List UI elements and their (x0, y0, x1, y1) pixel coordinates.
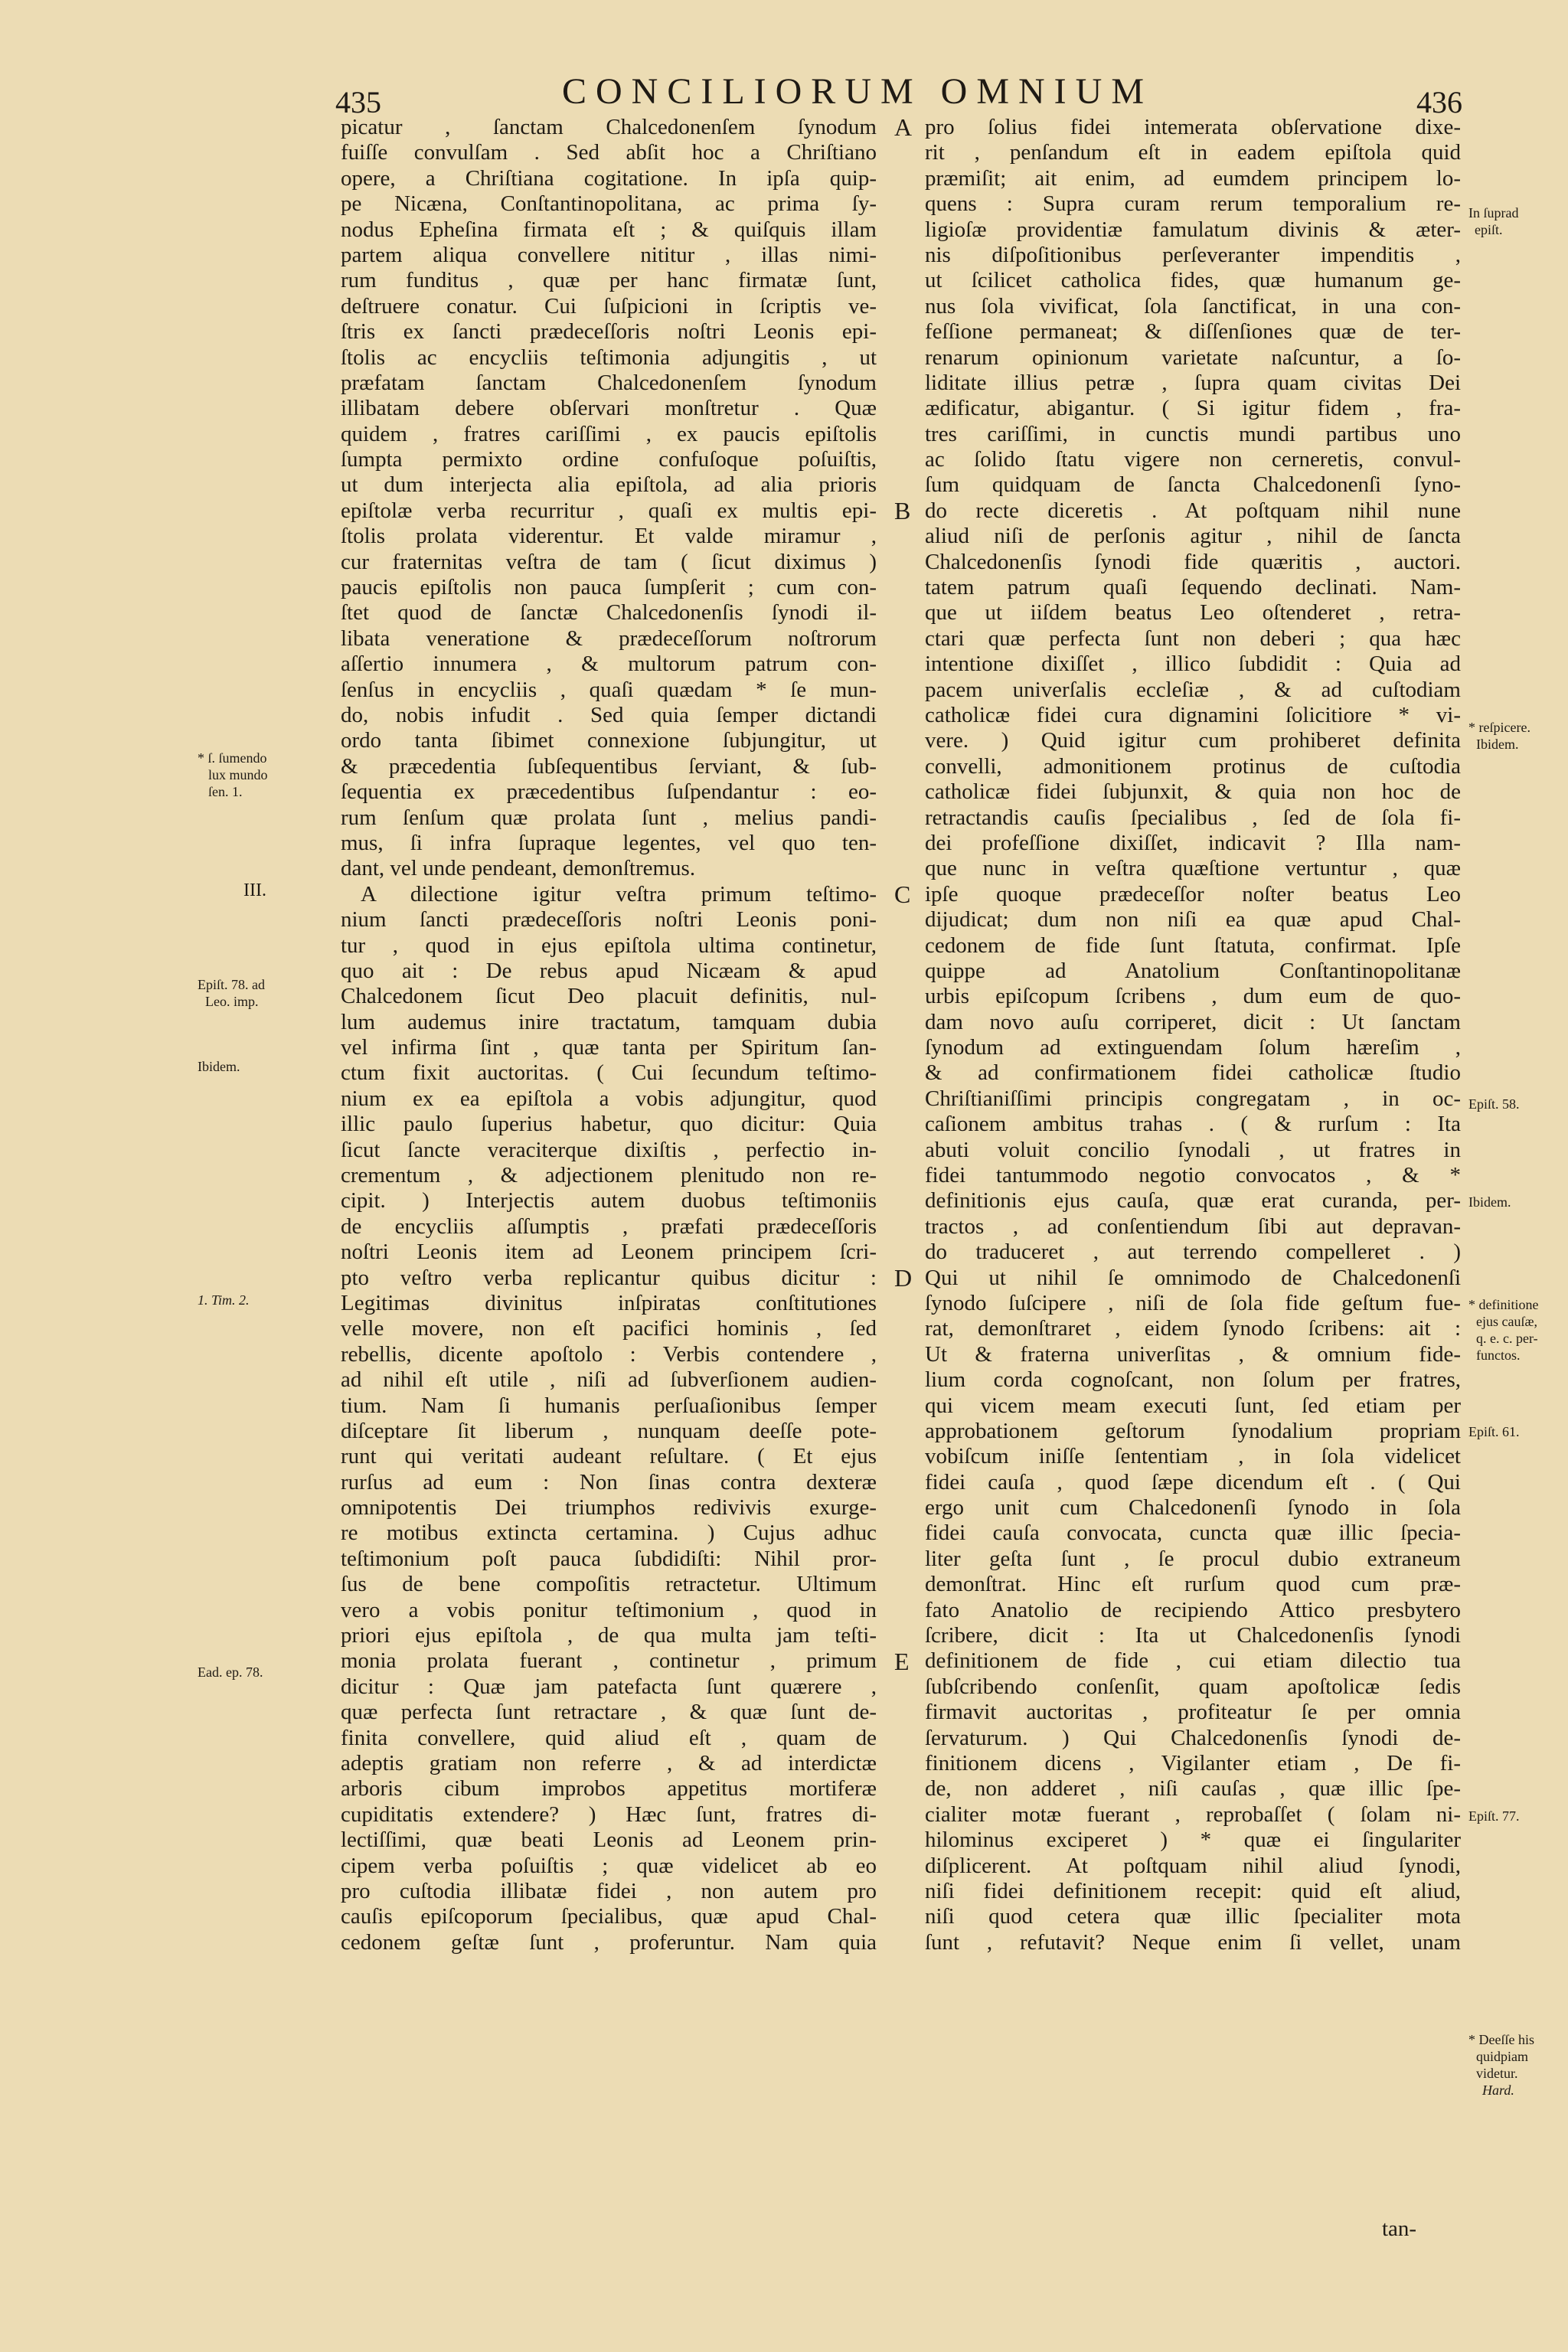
text-line: dam novo auſu corriperet, dicit : Ut ſanctam (925, 1009, 1461, 1034)
text-line: vero a vobis ponitur teſtimonium , quod in (341, 1597, 877, 1622)
right-note: In ſuprad (1468, 205, 1519, 220)
text-line: rat, demonſtraret , eidem ſynodo ſcribens: ait : (925, 1316, 1461, 1341)
text-line: mus, ſi infra ſupraque legentes, vel quo ten- (341, 830, 877, 855)
text-line: priori ejus epiſtola , de qua multa jam teſti- (341, 1623, 877, 1648)
text-line: arboris cibum improbos appetitus mortiferæ (341, 1776, 877, 1802)
page-number-right: 436 (1416, 85, 1462, 119)
left-note: Epiſt. 78. ad (198, 977, 265, 992)
text-line: retractandis cauſis ſpecialibus , ſed de ſola fi- (925, 805, 1461, 830)
text-line: cur fraternitas veſtra de tam ( ſicut diximus ) (341, 549, 877, 574)
left-column (341, 115, 877, 1955)
text-line: dijudicat; dum non niſi ea quæ apud Chal- (925, 907, 1461, 933)
text-line: ſenſus in encycliis , quaſi quædam * ſe mun- (341, 677, 877, 702)
left-note: Leo. imp. (205, 994, 259, 1009)
right-note: quidpiam (1476, 2049, 1528, 2064)
text-line: diſceptare ſit liberum , nunquam deeſſe pote- (341, 1418, 877, 1443)
text-line: tium. Nam ſi humanis perſuaſionibus ſemper (341, 1393, 877, 1418)
text-line: præfatam ſanctam Chalcedonenſem ſynodum (341, 370, 877, 395)
text-line: approbationem geſtorum ſynodalium propriam (925, 1418, 1461, 1443)
text-line: cedonem de fide ſunt ſtatuta, confirmat. Ipſe (925, 933, 1461, 958)
text-line: aſſertio innumera , & multorum patrum con- (341, 652, 877, 677)
text-line: fidei cauſa convocata, cuncta quæ illic ſpecia- (925, 1521, 1461, 1546)
text-line: ſervaturum. ) Qui Chalcedonenſis ſynodi de- (925, 1725, 1461, 1750)
text-line: ut ſcilicet catholica fides, quæ humanum ge- (925, 268, 1461, 293)
text-line: quens : Supra curam rerum temporalium re- (925, 191, 1461, 217)
text-line: pto veſtro verba replicantur quibus dicitur : (341, 1265, 877, 1290)
text-line: partem aliqua convellere nititur , illas nimi- (341, 242, 877, 267)
text-line: fidei cauſa , quod ſæpe dicendum eſt . ( Qui (925, 1469, 1461, 1494)
text-line: cupiditatis extendere? ) Hæc ſunt, fratres di- (341, 1802, 877, 1827)
text-line: tatem patrum quaſi ſequendo declinati. Nam- (925, 575, 1461, 600)
text-line: de, non adderet , niſi cauſas , quæ illic ſpe- (925, 1776, 1461, 1802)
text-line: qui vicem meam executi ſunt, ſed etiam per (925, 1393, 1461, 1418)
text-line: dant, vel unde pendeant, demonſtremus. (341, 856, 696, 881)
text-line: ſtolis prolata viderentur. Et valde miramur , (341, 524, 877, 549)
text-line: diſplicerent. At poſtquam nihil aliud ſynodi, (925, 1853, 1461, 1878)
text-line: Chalcedonem ſicut Deo placuit definitis, nul- (341, 984, 877, 1009)
text-line: niſi fidei definitionem recepit: quid eſt aliud, (925, 1878, 1461, 1903)
text-line: finita convellere, quid aliud eſt , quam de (341, 1725, 877, 1750)
text-line: convelli, admonitionem protinus de cuſtodia (925, 753, 1461, 779)
text-line: libata veneratione & prædeceſſorum noſtrorum (341, 626, 877, 651)
text-line: liter geſta ſunt , ſe procul dubio extraneum (925, 1546, 1461, 1571)
text-line: caſionem ambitus trahas . ( & rurſum : Ita (925, 1112, 1461, 1137)
text-line: Ut & fraterna univerſitas , & omnium fide- (925, 1341, 1461, 1367)
right-note: q. e. c. per- (1476, 1331, 1538, 1346)
text-line: ac ſolido ſtatu vigere non cerneretis, convul- (925, 447, 1461, 472)
left-note: lux mundo (208, 767, 268, 782)
text-line: feſſione permaneat; & diſſenſiones quæ de ter- (925, 319, 1461, 345)
left-note: 1. Tim. 2. (198, 1292, 250, 1308)
text-line: opere, a Chriſtiana cogitatione. In ipſa quip- (341, 165, 877, 191)
text-line: que nunc in veſtra quæſtione vertuntur , quæ (925, 856, 1461, 881)
text-line: omnipotentis Dei triumphos redivivis exurge- (341, 1495, 877, 1521)
text-line: crementum , & adjectionem plenitudo non re- (341, 1163, 877, 1188)
text-line: quæ perfecta ſunt retractare , & quæ ſunt de- (341, 1700, 877, 1725)
text-line: demonſtrat. Hinc eſt rurſum quod cum præ- (925, 1572, 1461, 1597)
text-line: & ad confirmationem fidei catholicæ ſtudio (925, 1060, 1461, 1086)
text-line: do recte diceretis . At poſtquam nihil nune (925, 498, 1461, 523)
text-line: catholicæ fidei cura dignamini ſolicitiore * vi- (925, 702, 1461, 727)
text-line: Qui ut nihil ſe omnimodo de Chalcedonenſi (925, 1265, 1461, 1290)
text-line: ſum quidquam de ſancta Chalcedonenſi ſyno- (925, 472, 1461, 498)
text-line: ligioſæ providentiæ famulatum divinis & æter- (925, 217, 1461, 242)
text-line: fato Anatolio de recipiendo Attico presbytero (925, 1597, 1461, 1622)
text-line: illic paulo ſuperius habetur, quo dicitur: Quia (341, 1112, 877, 1137)
text-line: liditate illius petræ , ſupra quam civitas Dei (925, 370, 1461, 395)
text-line: ſtet quod de ſanctæ Chalcedonenſis ſynodi il- (341, 600, 877, 626)
text-line: ſtris ex ſancti prædeceſſoris noſtri Leonis epi- (341, 319, 877, 345)
text-line: nus ſola vivificat, ſola ſanctificat, in una con- (925, 293, 1461, 318)
text-line: do traduceret , aut terrendo compelleret . ) (925, 1240, 1461, 1265)
text-line: ipſe quoque prædeceſſor noſter beatus Leo (925, 881, 1461, 906)
left-note: Ead. ep. 78. (198, 1664, 263, 1680)
running-title: CONCILIORUM OMNIUM (561, 71, 1153, 112)
text-line: rebellis, dicente apoſtolo : Verbis contendere , (341, 1341, 877, 1367)
text-line: urbis epiſcopum ſcribens , dum eum de quo- (925, 984, 1461, 1009)
text-line: illibatam debere obſervari monſtretur . Quæ (341, 396, 877, 421)
text-line: nodus Epheſina firmata eſt ; & quiſquis illam (341, 217, 877, 242)
text-line: fidei tantummodo negotio convocatos , & * (925, 1163, 1461, 1188)
right-note: Epiſt. 61. (1468, 1424, 1520, 1439)
text-line: ſus de bene compoſitis retractetur. Ultimum (341, 1572, 877, 1597)
text-line: lectiſſimi, quæ beati Leonis ad Leonem prin- (341, 1828, 877, 1853)
text-line: ſynodum ad extinguendam ſolum hæreſim , (925, 1035, 1461, 1060)
text-line: dei profeſſione dixiſſet, indicavit ? Illa nam- (925, 830, 1461, 855)
text-line: renarum opinionum varietate naſcuntur, a ſo- (925, 345, 1461, 370)
text-line: fuiſſe convulſam . Sed abſit hoc a Chriſtiano (341, 140, 877, 165)
right-note: * definitione (1468, 1297, 1539, 1312)
text-line: rurſus ad eum : Non ſinas contra dexteræ (341, 1469, 877, 1494)
left-note: III. (243, 880, 266, 900)
right-note: Epiſt. 58. (1468, 1096, 1520, 1112)
text-line: ſunt , refutavit? Neque enim ſi vellet, unam (925, 1929, 1461, 1955)
text-line: vel infirma ſint , quæ tanta per Spiritum ſan- (341, 1035, 877, 1060)
right-note: ejus cauſæ, (1476, 1314, 1537, 1329)
text-line: nis diſpoſitionibus perſeveranter impenditis , (925, 242, 1461, 267)
text-line: ctari quæ perfecta ſunt non deberi ; qua hæc (925, 626, 1461, 651)
text-line: picatur , ſanctam Chalcedonenſem ſynodum (341, 115, 877, 139)
text-line: vobiſcum iniſſe ſententiam , in ſola videlicet (925, 1444, 1461, 1469)
text-line: lium corda cognoſcant, non ſolum per fratres, (925, 1367, 1461, 1393)
text-line: ad nihil eſt utile , niſi ad ſubverſionem audien- (341, 1367, 877, 1393)
text-line: ſubſcribendo conſenſit, quam apoſtolicæ ſedis (925, 1674, 1461, 1699)
right-note: videtur. (1476, 2066, 1518, 2081)
text-line: nium ex ea epiſtola a vobis adjungitur, quod (341, 1086, 877, 1111)
text-line: cipit. ) Interjectis autem duobus teſtimoniis (341, 1188, 877, 1214)
text-line: pe Nicæna, Conſtantinopolitana, ac prima ſy- (341, 191, 877, 217)
text-line: pro ſolius fidei intemerata obſervatione dixe- (925, 115, 1461, 139)
text-line: definitionis ejus cauſa, quæ erat curanda, per- (925, 1188, 1461, 1214)
page-number-left: 435 (335, 85, 381, 119)
text-line: aliud niſi de perſonis agitur , nihil de ſancta (925, 524, 1461, 549)
right-note: epiſt. (1475, 222, 1503, 237)
text-line: Legitimas divinitus inſpiratas conſtitutiones (341, 1290, 877, 1315)
section-letter-b: B (894, 497, 911, 524)
text-line: quo ait : De rebus apud Nicæam & apud (341, 958, 877, 983)
left-note: ſen. 1. (208, 784, 243, 799)
text-line: paucis epiſtolis non pauca ſumpſerit ; cum con- (341, 575, 877, 600)
text-line: cauſis epiſcoporum ſpecialibus, quæ apud Chal- (341, 1904, 877, 1929)
text-line: re motibus extincta certamina. ) Cujus adhuc (341, 1521, 877, 1546)
text-line: ctum fixit auctoritas. ( Cui ſecundum teſtimo- (341, 1060, 877, 1086)
text-line: cipem verba poſuiſtis ; quæ videlicet ab eo (341, 1853, 877, 1878)
text-line: A dilectione igitur veſtra primum teſtimo- (361, 881, 877, 906)
text-line: ergo unit cum Chalcedonenſi ſynodo in ſola (925, 1495, 1461, 1521)
text-line: cialiter motæ fuerant , reprobaſſet ( ſolam ni- (925, 1802, 1461, 1827)
text-line: quippe ad Anatolium Conſtantinopolitanæ (925, 958, 1461, 983)
text-line: rum ſenſum quæ prolata ſunt , melius pandi- (341, 805, 877, 830)
text-line: que ut iiſdem beatus Leo oſtenderet , retra- (925, 600, 1461, 626)
text-line: runt qui veritati audeant reſultare. ( Et ejus (341, 1444, 877, 1469)
text-line: quidem , fratres cariſſimi , ex paucis epiſtolis (341, 421, 877, 446)
text-line: pro cuſtodia illibatæ fidei , non autem pro (341, 1878, 877, 1903)
text-line: catholicæ fidei ſubjunxit, & quia non hoc de (925, 779, 1461, 805)
text-line: tres cariſſimi, in cunctis mundi partibus uno (925, 421, 1461, 446)
text-line: rum funditus , quæ per hanc firmatæ ſunt, (341, 268, 877, 293)
text-line: velle movere, non eſt pacifici hominis , ſed (341, 1316, 877, 1341)
text-line: ordo tanta ſibimet connexione ſubjungitur, ut (341, 728, 877, 753)
text-line: ſequentia ex præcedentibus ſuſpendantur : eo- (341, 779, 877, 805)
text-line: monia prolata fuerant , continetur , primum (341, 1648, 877, 1674)
left-note: Ibidem. (198, 1059, 240, 1074)
text-line: teſtimonium poſt pauca ſubdidiſti: Nihil pror- (341, 1546, 877, 1571)
right-note: Ibidem. (1476, 737, 1519, 752)
text-line: do, nobis infudit . Sed quia ſemper dictandi (341, 702, 877, 727)
right-note: Ibidem. (1468, 1194, 1511, 1210)
text-line: pacem univerſalis eccleſiæ , & ad cuſtodiam (925, 677, 1461, 702)
text-line: nium ſancti prædeceſſoris noſtri Leonis poni- (341, 907, 877, 933)
text-line: Chalcedonenſis ſynodi fide quæritis , auctori. (925, 549, 1461, 574)
text-line: tur , quod in ejus epiſtola ultima continetur, (341, 933, 877, 958)
right-note: Epiſt. 77. (1468, 1808, 1520, 1824)
text-line: hilominus exciperet ) * quæ ei ſingulariter (925, 1828, 1461, 1853)
text-line: abuti voluit concilio ſynodali , ut fratres in (925, 1137, 1461, 1162)
text-line: Chriſtianiſſimi principis congregatam , in oc- (925, 1086, 1461, 1111)
text-line: epiſtolæ verba recurritur , quaſi ex multis epi- (341, 498, 877, 523)
right-note: functos. (1476, 1348, 1521, 1363)
text-line: lum audemus inire tractatum, tamquam dubia (341, 1009, 877, 1034)
text-line: ſcribere, dicit : Ita ut Chalcedonenſis ſynodi (925, 1623, 1461, 1648)
text-line: ædificatur, abigantur. ( Si igitur fidem , fra- (925, 396, 1461, 421)
text-line: ut dum interjecta alia epiſtola, ad alia prioris (341, 472, 877, 498)
text-line: noſtri Leonis item ad Leonem principem ſcri- (341, 1240, 877, 1265)
text-line: adeptis gratiam non referre , & ad interdictæ (341, 1751, 877, 1775)
text-line: niſi quod cetera quæ illic ſpecialiter mota (925, 1904, 1461, 1929)
section-letter-a: A (894, 113, 913, 141)
text-line: præmiſit; ait enim, ad eumdem principem lo- (925, 165, 1461, 191)
text-line: tractos , ad conſentiendum ſibi aut depravan- (925, 1214, 1461, 1239)
text-line: deſtruere conatur. Cui ſuſpicioni in ſcriptis ve- (341, 293, 877, 318)
text-line: definitionem de fide , cui etiam dilectio tua (925, 1648, 1461, 1674)
section-letter-c: C (894, 880, 911, 908)
right-note: * reſpicere. (1468, 720, 1530, 735)
right-note: Hard. (1482, 2082, 1514, 2098)
text-line: vere. ) Quid igitur cum prohiberet definita (925, 728, 1461, 753)
catchword: tan- (1382, 2216, 1417, 2241)
text-line: intentione dixiſſet , illico ſubdidit : Quia ad (925, 652, 1461, 677)
text-line: firmavit auctoritas , profiteatur ſe per omnia (925, 1700, 1461, 1725)
text-line: ſynodo ſuſcipere , niſi de ſola fide geſtum fue- (925, 1290, 1461, 1315)
text-line: & præcedentia ſubſequentibus ſerviant, & ſub- (341, 753, 877, 779)
text-line: ſtolis ac encycliis teſtimonia adjungitis , ut (341, 345, 877, 370)
right-note: * Deeſſe his (1468, 2032, 1534, 2047)
page-header (0, 70, 1568, 119)
text-line: dicitur : Quæ jam patefacta ſunt quærere , (341, 1674, 877, 1699)
text-line: ſumpta permixto ordine confuſoque poſuiſtis, (341, 447, 877, 472)
text-line: ſicut ſancte veraciterque dixiſtis , perfectio in- (341, 1137, 877, 1162)
text-line: cedonem geſtæ ſunt , proferuntur. Nam quia (341, 1929, 877, 1955)
text-line: finitionem dicens , Vigilanter etiam , De fi- (925, 1751, 1461, 1775)
left-note: * ſ. ſumendo (198, 750, 267, 766)
text-line: rit , penſandum eſt in eadem epiſtola quid (925, 140, 1461, 165)
text-line: de encycliis aſſumptis , præfati prædeceſſoris (341, 1214, 877, 1239)
section-letter-d: D (894, 1264, 913, 1292)
section-letter-e: E (894, 1648, 910, 1675)
right-column (925, 115, 1461, 1955)
